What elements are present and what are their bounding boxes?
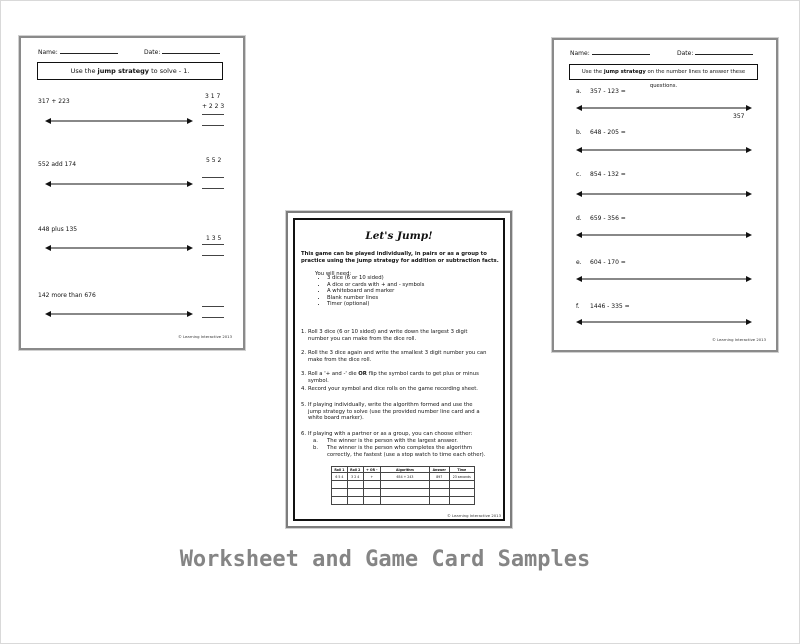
step-6: 6. If playing with a partner or as a group, you can choose either: bbox=[301, 431, 473, 437]
problem-label: a. bbox=[576, 88, 582, 95]
number-line-arrow bbox=[576, 104, 752, 112]
answer-line bbox=[202, 306, 224, 307]
answer-line bbox=[202, 317, 224, 318]
number-line-arrow bbox=[576, 231, 752, 239]
name-field-label: Name: bbox=[38, 48, 118, 56]
needs-item: • A whiteboard and marker bbox=[327, 288, 424, 295]
table-header: Roll 2 bbox=[347, 467, 363, 473]
problem-label: e. bbox=[576, 259, 582, 266]
problem-text: 448 plus 135 bbox=[38, 226, 78, 233]
needs-item: • A dice or cards with + and - symbols bbox=[327, 282, 424, 289]
vertical-sum-line: 1 3 5 bbox=[206, 235, 222, 242]
problem-label: d. bbox=[576, 215, 582, 222]
table-row: 6 5 4 3 2 4 + 654 + 243 897 23 seconds bbox=[332, 473, 475, 481]
needs-label: You will need: bbox=[315, 271, 352, 277]
number-line-arrow bbox=[576, 275, 752, 283]
step-4: 4. Record your symbol and dice rolls on the game recording sheet. bbox=[301, 386, 478, 392]
step-2: 2. Roll the 3 dice again and write the smallest 3 digit number you can make from the dice roll. bbox=[301, 350, 487, 363]
option-label: b. bbox=[313, 445, 319, 451]
copyright-notice: © Learning Interactive 2013 bbox=[178, 334, 233, 339]
answer-line bbox=[202, 244, 224, 245]
number-line-arrow bbox=[45, 117, 193, 125]
table-header: Algorithm bbox=[380, 467, 429, 473]
problem-text: 659 - 356 = bbox=[590, 215, 626, 222]
copyright-notice: © Learning Interactive 2013 bbox=[447, 513, 502, 518]
problem-text: 317 + 223 bbox=[38, 98, 70, 105]
problem-text: 648 - 205 = bbox=[590, 129, 626, 136]
name-field-label: Name: bbox=[570, 49, 650, 57]
problem-text: 552 add 174 bbox=[38, 161, 77, 168]
table-row bbox=[332, 489, 475, 497]
answer-line bbox=[202, 255, 224, 256]
table-header: + OR - bbox=[363, 467, 380, 473]
problem-text: 854 - 132 = bbox=[590, 171, 626, 178]
page-caption: Worksheet and Game Card Samples bbox=[179, 547, 591, 572]
needs-item: • Timer (optional) bbox=[327, 301, 424, 308]
problem-text: 357 - 123 = bbox=[590, 88, 626, 95]
number-line-arrow bbox=[45, 310, 193, 318]
date-field-label: Date: bbox=[144, 48, 220, 56]
step-3: 3. Roll a '+ and -' die OR flip the symbol cards to get plus or minus symbol. bbox=[301, 371, 479, 384]
number-line-arrow bbox=[576, 318, 752, 326]
worksheet-addition bbox=[19, 36, 245, 350]
vertical-sum-line: + 2 2 3 bbox=[202, 103, 225, 110]
problem-label: f. bbox=[576, 303, 580, 310]
problem-text: 142 more than 676 bbox=[38, 292, 96, 299]
answer-line bbox=[202, 125, 224, 126]
problem-text: 604 - 170 = bbox=[590, 259, 626, 266]
problem-label: c. bbox=[576, 171, 582, 178]
answer-line bbox=[202, 114, 224, 115]
answer-line bbox=[202, 188, 224, 189]
table-header: Answer bbox=[429, 467, 449, 473]
number-line-arrow bbox=[576, 190, 752, 198]
step-5: 5. If playing individually, write the algorithm formed and use the jump strategy to solve (use the provided number line card and a white board marker). bbox=[301, 402, 480, 422]
needs-list bbox=[315, 275, 424, 308]
needs-item: • 3 dice (6 or 10 sided) bbox=[327, 275, 424, 282]
game-recording-table bbox=[331, 466, 475, 505]
number-line-arrow bbox=[45, 180, 193, 188]
game-card bbox=[286, 211, 512, 528]
worksheet-subtraction bbox=[552, 38, 778, 352]
table-header: Roll 1 bbox=[332, 467, 348, 473]
number-line-value: 357 bbox=[733, 113, 745, 120]
answer-line bbox=[202, 177, 224, 178]
number-line-arrow bbox=[45, 244, 193, 252]
step-1: 1. Roll 3 dice (6 or 10 sided) and write down the largest 3 digit number you can make from the dice roll. bbox=[301, 329, 468, 342]
number-line-arrow bbox=[576, 146, 752, 154]
vertical-sum-line: 5 5 2 bbox=[206, 157, 222, 164]
problem-label: b. bbox=[576, 129, 582, 136]
copyright-notice: © Learning Interactive 2013 bbox=[712, 337, 767, 342]
table-header: Time bbox=[449, 467, 474, 473]
date-field-label: Date: bbox=[677, 49, 753, 57]
option-label: a. bbox=[313, 438, 318, 444]
table-row bbox=[332, 481, 475, 489]
vertical-sum-line: 3 1 7 bbox=[205, 93, 221, 100]
option-text: The winner is the person who completes the algorithm correctly, the fastest (use a stop watch to time each other). bbox=[327, 445, 486, 458]
instruction-box: Use the jump strategy on the number lines to answer these questions. bbox=[569, 64, 758, 80]
needs-item: • Blank number lines bbox=[327, 295, 424, 302]
instruction-box: Use the jump strategy to solve - 1. bbox=[37, 62, 223, 80]
problem-text: 1446 - 335 = bbox=[590, 303, 630, 310]
table-row bbox=[332, 497, 475, 505]
option-text: The winner is the person with the largest answer. bbox=[327, 438, 458, 444]
game-intro: This game can be played individually, in pairs or as a group to practice using the jump strategy for addition or subtraction facts. bbox=[301, 251, 499, 264]
game-title: Let's Jump! bbox=[365, 230, 433, 242]
